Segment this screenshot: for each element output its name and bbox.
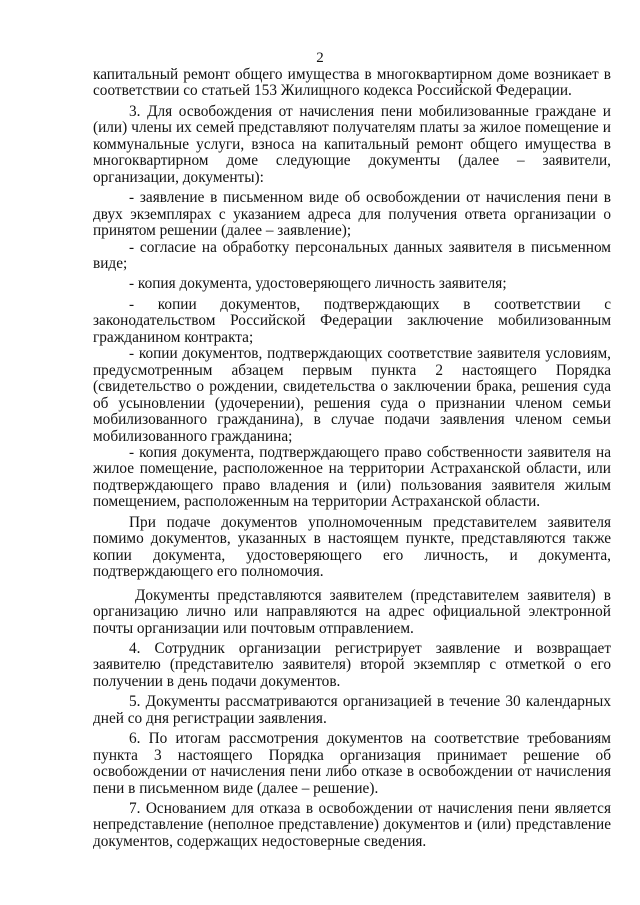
page-number: 2	[316, 50, 324, 66]
paragraph: Документы представляются заявителем (представителем заявителя) в организацию лично или направляются на адрес официальной электронной почты организации или почтовым отправлением.	[93, 586, 611, 637]
list-item: - копии документов, подтверждающих соответствие заявителя условиям, предусмотренным абзацем первым пункта 2 настоящего Порядка (свидетельство о рождении, свидетельства о заключении брака, решения суда об усыновлении (удочерении), решения суда о признании членом семьи мобилизованного гражданина), в случае подачи заявления членом семьи мобилизованного гражданина;	[93, 345, 611, 445]
list-item: - копии документов, подтверждающих в соответствии с законодательством Российской Федерации заключение мобилизованным гражданином контракта;	[93, 295, 611, 346]
paragraph: 6. По итогам рассмотрения документов на соответствие требованиям пункта 3 настоящего Порядка организация принимает решение об освобождении от начисления пени либо отказе в освобождении от начисления пени в письменном виде (далее – решение).	[93, 730, 611, 797]
list-item: - заявление в письменном виде об освобождении от начисления пени в двух экземплярах с указанием адреса для получения ответа организации о принятом решении (далее – заявление);	[93, 189, 611, 240]
list-item: - согласие на обработку персональных данных заявителя в письменном виде;	[93, 238, 611, 272]
paragraph: 4. Сотрудник организации регистрирует заявление и возвращает заявителю (представителю заявителя) второй экземпляр с отметкой о его получении в день подачи документов.	[93, 639, 611, 690]
paragraph: 7. Основанием для отказа в освобождении от начисления пени является непредставление (неполное представление) документов и (или) представление документов, содержащих недостоверные сведения.	[93, 800, 611, 850]
paragraph: 3. Для освобождения от начисления пени мобилизованные граждане и (или) члены их семей представляют получателям платы за жилое помещение и коммунальные услуги, взноса на капитальный ремонт общего имущества в многоквартирном доме следующие документы (далее – заявители, организации, документы):	[93, 102, 611, 186]
paragraph: 5. Документы рассматриваются организацией в течение 30 календарных дней со дня регистрации заявления.	[93, 693, 611, 727]
list-item: - копия документа, подтверждающего право собственности заявителя на жилое помещение, расположенное на территории Астраханской области, или подтверждающего право владения и (или) пользования заявителя жилым помещением, расположенным на территории Астраханской области.	[93, 443, 611, 511]
document-body	[93, 67, 611, 850]
paragraph: При подаче документов уполномоченным представителем заявителя помимо документов, указанных в настоящем пункте, представляются также копии документа, удостоверяющего его личность, и документа, подтверждающего его полномочия.	[93, 513, 611, 581]
paragraph: капитальный ремонт общего имущества в многоквартирном доме возникает в соответствии со статьей 153 Жилищного кодекса Российской Федерации.	[93, 66, 611, 100]
list-item: - копия документа, удостоверяющего личность заявителя;	[129, 275, 507, 293]
